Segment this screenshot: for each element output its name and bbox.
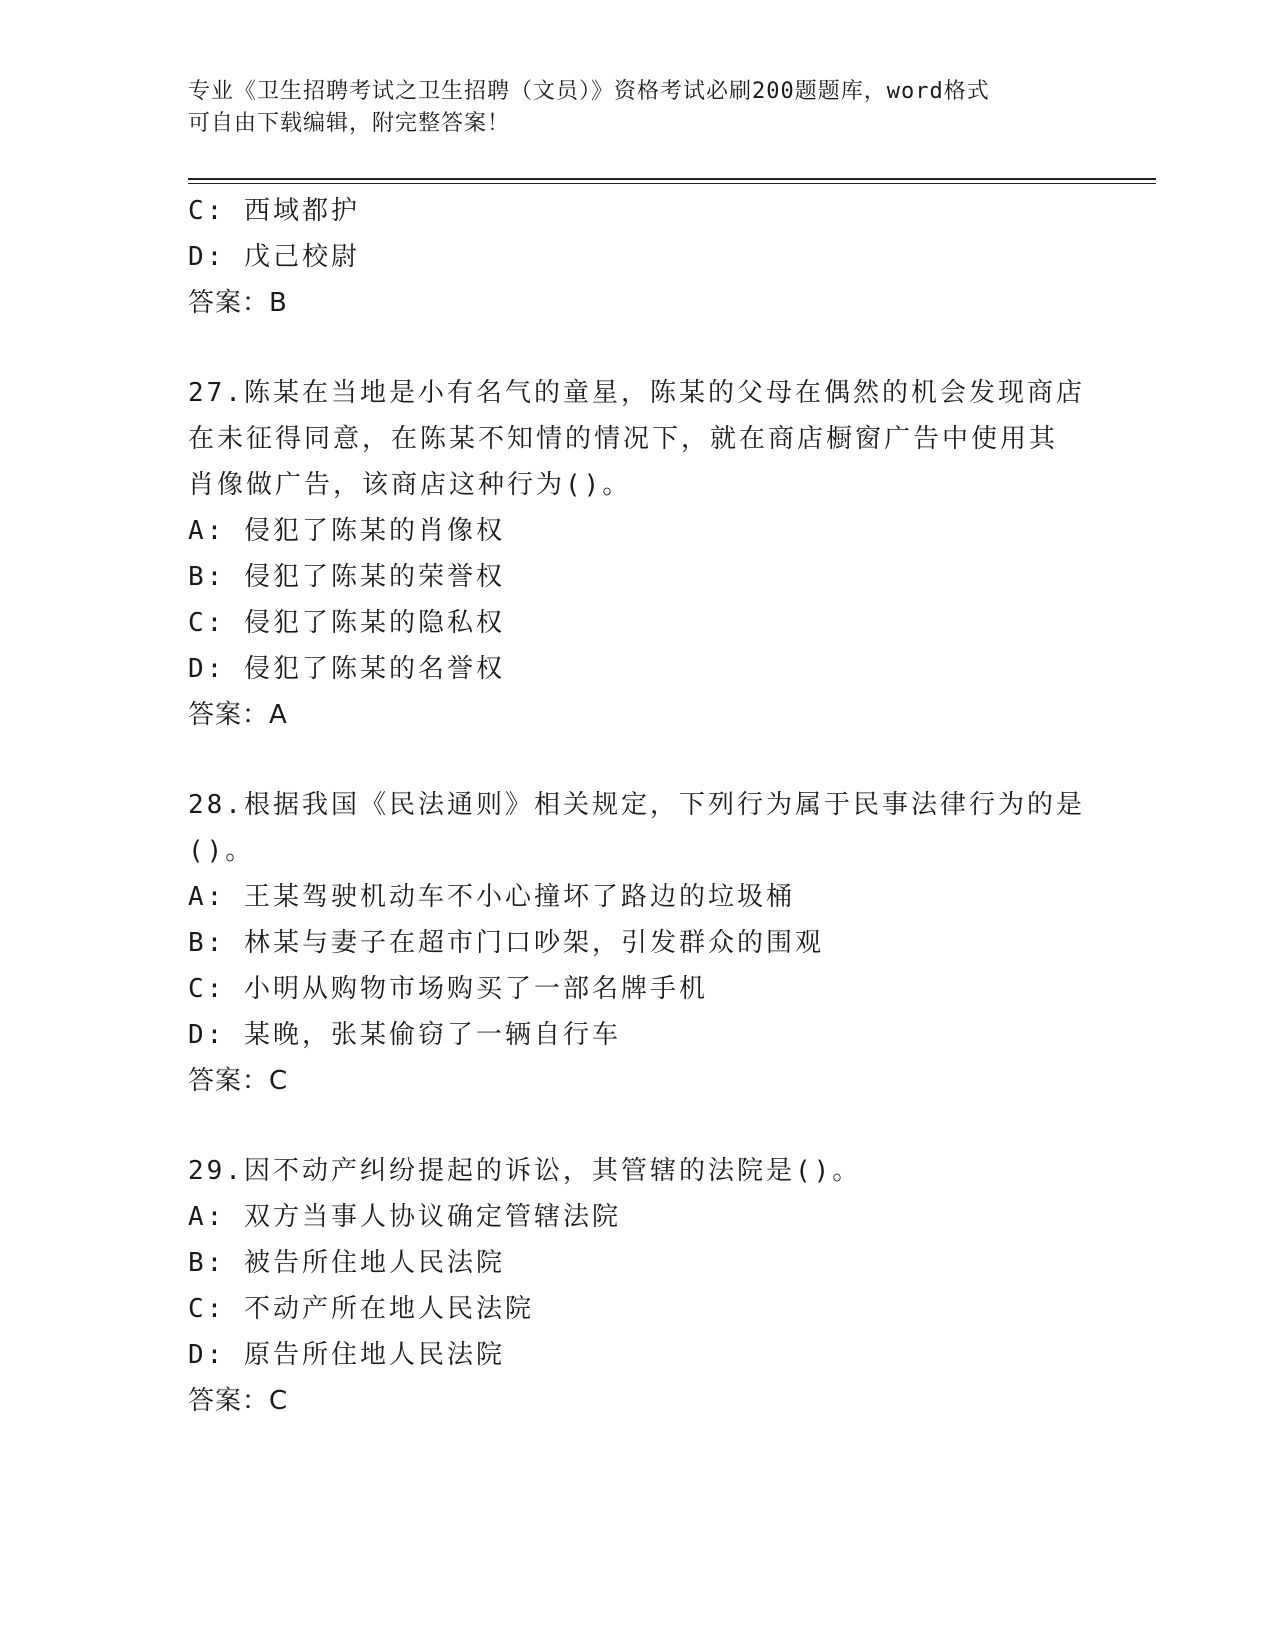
header-line-2: 可自由下载编辑，附完整答案！ <box>188 111 511 136</box>
option-a: A: 王某驾驶机动车不小心撞坏了路边的垃圾桶 <box>188 882 795 912</box>
spacer <box>188 1104 1088 1148</box>
option-d: D: 戊己校尉 <box>188 242 360 272</box>
option-c: C: 小明从购物市场购买了一部名牌手机 <box>188 974 708 1004</box>
option-d: D: 侵犯了陈某的名誉权 <box>188 654 505 684</box>
option-d: D: 某晚，张某偷窃了一辆自行车 <box>188 1020 621 1050</box>
question-line: 27.陈某在当地是小有名气的童星，陈某的父母在偶然的机会发现商店 <box>188 378 1085 408</box>
answer: 答案：B <box>188 288 288 318</box>
header-line-1: 专业《卫生招聘考试之卫生招聘（文员）》资格考试必刷200题题库，word格式 <box>188 79 990 104</box>
previous-question-tail <box>188 188 1088 326</box>
option-a: A: 双方当事人协议确定管辖法院 <box>188 1202 621 1232</box>
question-line: 在未征得同意，在陈某不知情的情况下，就在商店橱窗广告中使用其 <box>188 424 1059 454</box>
question-28 <box>188 782 1088 1104</box>
question-content <box>188 188 1088 1424</box>
question-line: 肖像做广告，该商店这种行为()。 <box>188 470 632 500</box>
option-b: B: 侵犯了陈某的荣誉权 <box>188 562 505 592</box>
spacer <box>188 738 1088 782</box>
answer: 答案：C <box>188 1066 289 1096</box>
document-header <box>188 76 1088 140</box>
option-c: C: 不动产所在地人民法院 <box>188 1294 534 1324</box>
option-b: B: 林某与妻子在超市门口吵架，引发群众的围观 <box>188 928 824 958</box>
question-line: 28.根据我国《民法通则》相关规定，下列行为属于民事法律行为的是 <box>188 790 1085 820</box>
question-29 <box>188 1148 1088 1424</box>
option-b: B: 被告所住地人民法院 <box>188 1248 505 1278</box>
option-d: D: 原告所住地人民法院 <box>188 1340 505 1370</box>
header-divider <box>188 178 1156 184</box>
option-c: C: 西域都护 <box>188 196 360 226</box>
question-line: 29.因不动产纠纷提起的诉讼，其管辖的法院是()。 <box>188 1156 862 1186</box>
option-a: A: 侵犯了陈某的肖像权 <box>188 516 505 546</box>
option-c: C: 侵犯了陈某的隐私权 <box>188 608 505 638</box>
question-27 <box>188 370 1088 738</box>
question-line: ()。 <box>188 836 255 866</box>
spacer <box>188 326 1088 370</box>
answer: 答案：C <box>188 1386 289 1416</box>
answer: 答案：A <box>188 700 288 730</box>
